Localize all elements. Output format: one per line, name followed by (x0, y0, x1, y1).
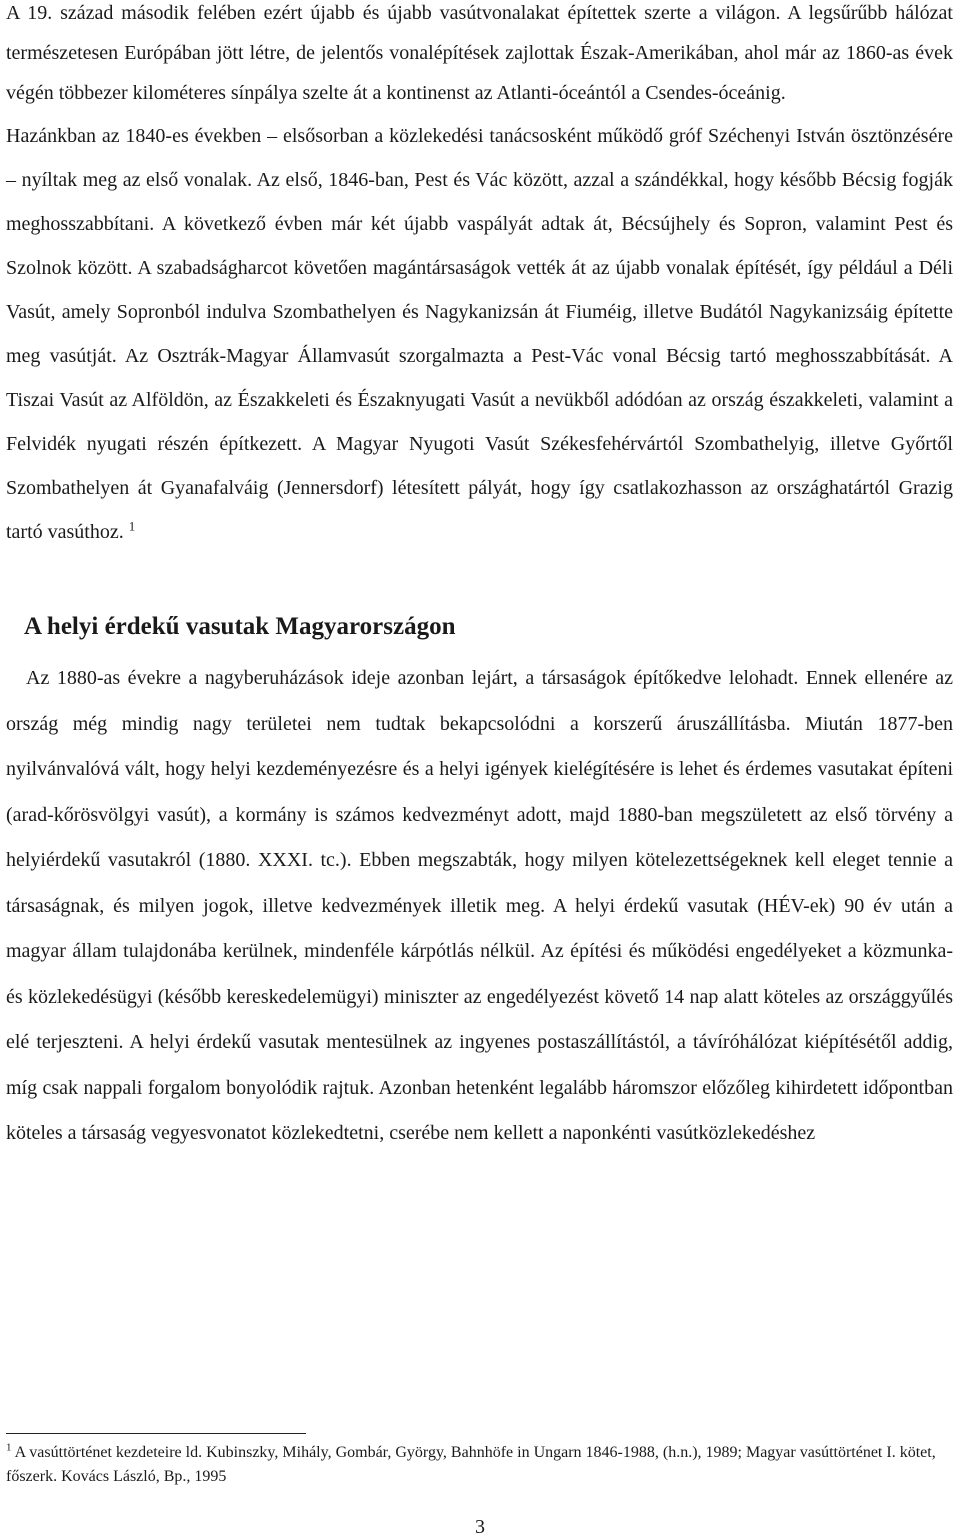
footnote-text: A vasúttörténet kezdeteire ld. Kubinszky, Mihály, Gombár, György, Bahnhöfe in Ungarn 1846-1988, (h.n.), 1989; Magyar vasúttörténet I. kötet, főszerk. Kovács László, Bp., 1995 (6, 1444, 936, 1485)
paragraph-intro-text: A 19. század második felében ezért újabb és újabb vasútvonalakat építettek szerte a világon. A legsűrűbb hálózat természetesen Európában jött létre, de jelentős vonalépítések zajlottak Észak-Amerikában, ahol már az 1860-as évek végén többezer kilométeres sínpálya szelte át a kontinenst az Atlanti-óceántól a Csendes-óceánig. (6, 2, 953, 104)
section-heading: A helyi érdekű vasutak Magyarországon (24, 613, 456, 640)
paragraph-local-railways (6, 656, 953, 1157)
paragraph-hungary-history-text: Hazánkban az 1840-es években – elsősorban a közlekedési tanácsosként működő gróf Széchenyi István ösztönzésére – nyíltak meg az első vonalak. Az első, 1846-ban, Pest és Vác között, azzal a szándékkal, hogy később Bécsig fogják meghosszabbítani. A következő évben már két újabb vaspályát adtak át, Bécsújhely és Sopron, valamint Pest és Szolnok között. A szabadságharcot követően magántársaságok vették át az újabb vonalak építését, így például a Déli Vasút, amely Sopronból indulva Szombathelyen és Nagykanizsán át Fiuméig, illetve Budától Nagykanizsáig építette meg vasútját. Az Osztrák-Magyar Államvasút szorgalmazta a Pest-Vác vonal Bécsig tartó meghosszabbítását. A Tiszai Vasút az Alföldön, az Északkeleti és Északnyugati Vasút a nevükből adódóan az ország északkeleti, valamint a Felvidék nyugati részén építkezett. A Magyar Nyugoti Vasút Székesfehérvártól Szombathelyig, illetve Győrtől Szombathelyen át Gyanafalváig (Jennersdorf) létesített pályát, hogy így csatlakozhasson az országhatártól Grazig tartó vasúthoz. (6, 125, 953, 543)
page-number: 3 (475, 1516, 485, 1538)
paragraph-local-railways-text: Az 1880-as évekre a nagyberuházások ideje azonban lejárt, a társaságok építőkedve lelohadt. Ennek ellenére az ország még mindig nagy területei nem tudtak bekapcsolódni a korszerű áruszállításba. Miután 1877-ben nyilvánvalóvá vált, hogy helyi kezdeményezésre és a helyi igények kielégítésére is lehet és érdemes vasutakat építeni (arad-kőrösvölgyi vasút), a kormány is számos kedvezményt adott, majd 1880-ban megszületett az első törvény a helyiérdekű vasutakról (1880. XXXI. tc.). Ebben megszabták, hogy milyen kötelezettségeknek kell eleget tennie a társaságnak, és milyen jogok, illetve kedvezmények illetik meg. A helyi érdekű vasutak (HÉV-ek) 90 év után a magyar állam tulajdonába kerülnek, mindenféle kárpótlás nélkül. Az építési és működési engedélyeket a közmunka- és közlekedésügyi (később kereskedelemügyi) miniszter az engedélyezést követő 14 nap alatt köteles az országgyűlés elé terjeszteni. A helyi érdekű vasutak mentesülnek az ingyenes postaszállítástól, a távíróhálózat kiépítésétől addig, míg csak nappali forgalom bonyolódik rajtuk. Azonban hetenként legalább háromszor előzőleg kihirdetett időpontban köteles a társaság vegyesvonatot közlekedtetni, cserébe nem kellett a naponkénti vasútközlekedéshez (6, 667, 953, 1144)
paragraph-intro (6, 0, 953, 113)
footnote-reference[interactable]: 1 (128, 518, 136, 534)
footnote (6, 1441, 952, 1489)
footnote-separator (6, 1433, 306, 1434)
footnote-marker: 1 (6, 1441, 12, 1454)
paragraph-hungary-history (6, 114, 953, 554)
